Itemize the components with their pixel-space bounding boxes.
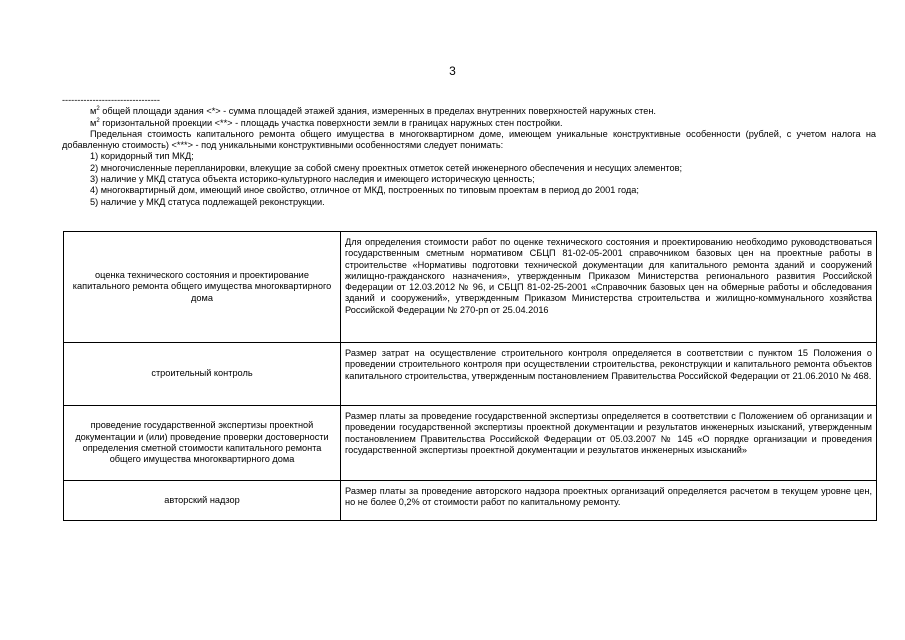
table-row bbox=[64, 232, 877, 343]
list-item: 5) наличие у МКД статуса подлежащей реконструкции. bbox=[90, 196, 325, 207]
footnote-separator: -------------------------------- bbox=[62, 95, 160, 105]
table-cell-name: проведение государственной экспертизы проектной документации и (или) проведение проверки достоверности определения сметной стоимости капитального ремонта общего имущества многоквартирного дома bbox=[64, 406, 341, 481]
list-item: 4) многоквартирный дом, имеющий иное свойство, отличное от МКД, построенных по типовым проектам в период до 2001 года; bbox=[90, 185, 639, 196]
unit: м bbox=[90, 117, 97, 128]
services-table bbox=[63, 231, 877, 521]
table-cell-name: авторский надзор bbox=[64, 481, 341, 521]
unit-superscript: 2 bbox=[96, 106, 100, 113]
table-cell-description: Размер платы за проведение авторского надзора проектных организаций определяется расчетом в текущем уровне цен, но не более 0,2% от стоимости работ по капитальному ремонту. bbox=[341, 481, 877, 521]
unit-superscript: 2 bbox=[96, 117, 100, 124]
footnotes bbox=[62, 95, 876, 208]
table-cell-name: оценка технического состояния и проектирование капитального ремонта общего имущества многоквартирного дома bbox=[64, 232, 341, 343]
footnote-text: горизонтальной проекции <**> - площадь участка поверхности земли в границах наружных стен постройки. bbox=[99, 117, 563, 128]
table-row bbox=[64, 481, 877, 521]
unit: м bbox=[90, 106, 97, 117]
table-row bbox=[64, 343, 877, 406]
footnote-text: общей площади здания <*> - сумма площадей этажей здания, измеренных в пределах внутренних поверхностей наружных стен. bbox=[99, 106, 656, 117]
list-item: 3) наличие у МКД статуса объекта историко-культурного наследия и имеющего историческую ценность; bbox=[90, 174, 535, 185]
table-row bbox=[64, 406, 877, 481]
table-cell-name: строительный контроль bbox=[64, 343, 341, 406]
list-item: 1) коридорный тип МКД; bbox=[90, 151, 194, 162]
footnote-paragraph: Предельная стоимость капитального ремонта общего имущества в многоквартирном доме, имеющем уникальные конструктивные особенности (рублей, с учетом налога на добавленную стоимость) <***> - под уникальными конструктивными особенностями следует понимать: bbox=[62, 128, 876, 151]
table-cell-description: Размер затрат на осуществление строительного контроля определяется в соответствии с пунктом 15 Положения о проведении строительного контроля при осуществлении строительства, реконструкции и капитального ремонта объектов капитального строительства, утвержденным постановлением Правительства Российской Федерации от 21.06.2010 № 468. bbox=[341, 343, 877, 406]
list-item: 2) многочисленные перепланировки, влекущие за собой смену проектных отметок сетей инженерного обеспечения и несущих элементов; bbox=[90, 162, 683, 173]
page-number: 3 bbox=[449, 64, 456, 78]
footnote-line-2 bbox=[62, 118, 876, 129]
table-cell-description: Размер платы за проведение государственной экспертизы определяется в соответствии с Положением об организации и проведении государственной экспертизы проектной документации и результатов инженерных изысканий, утвержденным постановлением Правительства Российской Федерации от 05.03.2007 № 145 «О порядке организации и проведения государственной экспертизы проектной документации и результатов инженерных изысканий» bbox=[341, 406, 877, 481]
footnote-line-1 bbox=[62, 106, 876, 117]
table-cell-description: Для определения стоимости работ по оценке технического состояния и проектированию необходимо руководствоваться государственным сметным нормативом СБЦП 81-02-05-2001 справочником базовых цен на проектные работы в строительстве «Нормативы подготовки технической документации для капитального ремонта зданий и сооружений жилищно-гражданского назначения», утвержденным Приказом Министерства регионального развития Российской Федерации от 12.03.2012 № 96, и СБЦП 81-02-25-2001 «Справочник базовых цен на обмерные работы и обследования зданий и сооружений», утвержденным Приказом Министерства строительства и жилищно-коммунального хозяйства Российской Федерации № 270-рп от 25.04.2016 bbox=[341, 232, 877, 343]
